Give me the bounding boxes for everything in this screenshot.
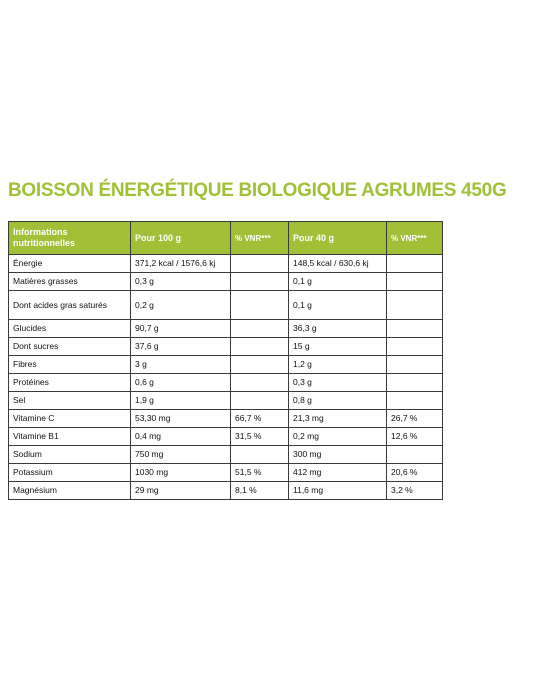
value-per-100g: 0,4 mg (131, 428, 231, 446)
nutrient-label: Sodium (9, 446, 131, 464)
table-row (9, 482, 443, 500)
vnr-per-40g (387, 356, 443, 374)
vnr-per-100g: 31,5 % (231, 428, 289, 446)
vnr-per-40g (387, 374, 443, 392)
vnr-per-100g (231, 392, 289, 410)
value-per-100g: 750 mg (131, 446, 231, 464)
table-row (9, 392, 443, 410)
value-per-40g: 148,5 kcal / 630,6 kj (289, 255, 387, 273)
value-per-100g: 29 mg (131, 482, 231, 500)
value-per-100g: 0,2 g (131, 291, 231, 320)
product-title: BOISSON ÉNERGÉTIQUE BIOLOGIQUE AGRUMES 450G (8, 180, 507, 201)
value-per-100g: 53,30 mg (131, 410, 231, 428)
header-per-100g: Pour 100 g (131, 222, 231, 255)
vnr-per-40g (387, 255, 443, 273)
vnr-per-40g: 20,6 % (387, 464, 443, 482)
value-per-40g: 36,3 g (289, 320, 387, 338)
value-per-100g: 0,3 g (131, 273, 231, 291)
value-per-100g: 371,2 kcal / 1576,6 kj (131, 255, 231, 273)
table-row (9, 374, 443, 392)
header-informations: Informations nutritionnelles (9, 222, 131, 255)
nutrient-label: Dont acides gras saturés (9, 291, 131, 320)
vnr-per-100g (231, 338, 289, 356)
vnr-per-40g (387, 273, 443, 291)
table-row (9, 464, 443, 482)
value-per-40g: 21,3 mg (289, 410, 387, 428)
nutrient-label: Vitamine C (9, 410, 131, 428)
nutrient-label: Fibres (9, 356, 131, 374)
value-per-40g: 300 mg (289, 446, 387, 464)
nutrition-table-body (9, 255, 443, 500)
nutrition-table (8, 221, 443, 500)
value-per-100g: 90,7 g (131, 320, 231, 338)
vnr-per-100g (231, 273, 289, 291)
value-per-100g: 3 g (131, 356, 231, 374)
value-per-40g: 0,2 mg (289, 428, 387, 446)
vnr-per-100g: 8,1 % (231, 482, 289, 500)
value-per-40g: 0,8 g (289, 392, 387, 410)
nutrient-label: Dont sucres (9, 338, 131, 356)
vnr-per-100g: 51,5 % (231, 464, 289, 482)
value-per-100g: 1030 mg (131, 464, 231, 482)
vnr-per-100g: 66,7 % (231, 410, 289, 428)
vnr-per-40g (387, 392, 443, 410)
value-per-100g: 0,6 g (131, 374, 231, 392)
vnr-per-40g: 3,2 % (387, 482, 443, 500)
header-vnr-40g: % VNR*** (387, 222, 443, 255)
nutrient-label: Énergie (9, 255, 131, 273)
vnr-per-100g (231, 320, 289, 338)
vnr-per-40g (387, 320, 443, 338)
vnr-per-100g (231, 255, 289, 273)
nutrient-label: Sel (9, 392, 131, 410)
nutrient-label: Glucides (9, 320, 131, 338)
value-per-40g: 11,6 mg (289, 482, 387, 500)
nutrient-label: Potassium (9, 464, 131, 482)
nutrient-label: Protéines (9, 374, 131, 392)
table-row (9, 273, 443, 291)
nutrient-label: Matières grasses (9, 273, 131, 291)
table-row (9, 338, 443, 356)
value-per-40g: 0,3 g (289, 374, 387, 392)
table-row (9, 410, 443, 428)
value-per-40g: 0,1 g (289, 291, 387, 320)
vnr-per-40g (387, 291, 443, 320)
table-row (9, 291, 443, 320)
table-row (9, 255, 443, 273)
header-per-40g: Pour 40 g (289, 222, 387, 255)
value-per-40g: 15 g (289, 338, 387, 356)
value-per-40g: 412 mg (289, 464, 387, 482)
table-row (9, 320, 443, 338)
vnr-per-100g (231, 291, 289, 320)
nutrient-label: Magnésium (9, 482, 131, 500)
nutrient-label: Vitamine B1 (9, 428, 131, 446)
value-per-40g: 0,1 g (289, 273, 387, 291)
vnr-per-40g: 12,6 % (387, 428, 443, 446)
value-per-40g: 1,2 g (289, 356, 387, 374)
vnr-per-40g: 26,7 % (387, 410, 443, 428)
nutrition-table-header-row (9, 222, 443, 255)
vnr-per-100g (231, 446, 289, 464)
value-per-100g: 37,6 g (131, 338, 231, 356)
table-row (9, 428, 443, 446)
table-row (9, 446, 443, 464)
value-per-100g: 1,9 g (131, 392, 231, 410)
header-vnr-100g: % VNR*** (231, 222, 289, 255)
table-row (9, 356, 443, 374)
vnr-per-100g (231, 374, 289, 392)
vnr-per-100g (231, 356, 289, 374)
vnr-per-40g (387, 338, 443, 356)
vnr-per-40g (387, 446, 443, 464)
